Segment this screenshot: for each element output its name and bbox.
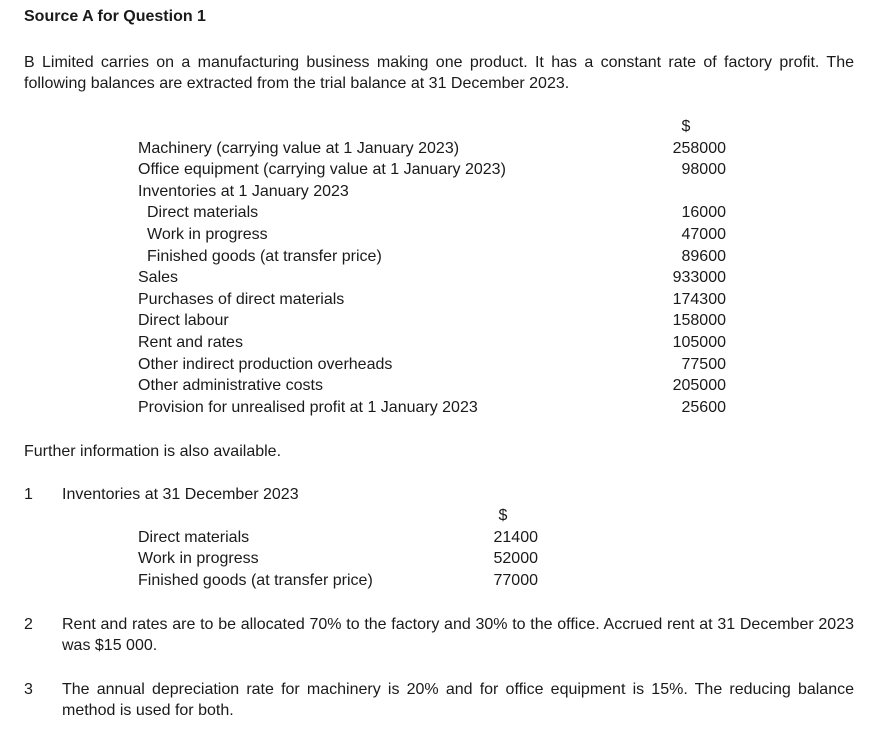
table-row: [138, 202, 728, 224]
row-label: Finished goods (at transfer price): [147, 247, 382, 265]
item-text: The annual depreciation rate for machinery is 20% and for office equipment is 15%. The reducing balance method is used for both.: [62, 681, 854, 719]
row-label: Office equipment (carrying value at 1 January 2023): [138, 161, 506, 179]
currency-header: $: [681, 118, 691, 135]
row-label: Direct materials: [138, 528, 250, 546]
row-label: Direct labour: [138, 312, 229, 330]
table-row: [138, 310, 728, 332]
row-amount: 205000: [672, 377, 726, 395]
row-amount: 933000: [672, 269, 726, 287]
intro-paragraph: B Limited carries on a manufacturing business making one product. It has a constant rate of factory profit. The following balances are extracted from the trial balance at 31 December 2023.: [24, 54, 854, 92]
row-amount: 174300: [672, 290, 726, 308]
table-row: [138, 397, 728, 419]
item-number: 1: [24, 486, 33, 503]
table-row: [138, 375, 728, 397]
row-label: Direct materials: [147, 204, 259, 222]
currency-header: $: [498, 507, 508, 524]
item-text: Rent and rates are to be allocated 70% to the factory and 30% to the office. Accrued rent at 31 December 2023 was $15 000.: [62, 616, 854, 654]
row-label: Rent and rates: [138, 333, 243, 351]
table-row: [138, 570, 538, 592]
row-amount: 258000: [672, 139, 726, 157]
table-row: [138, 527, 538, 549]
further-info-text: Further information is also available.: [24, 443, 282, 460]
row-amount: 25600: [681, 398, 726, 416]
inventories-table: [138, 505, 538, 591]
row-amount: 47000: [681, 225, 726, 243]
table-row: [138, 224, 728, 246]
row-label: Sales: [138, 269, 179, 287]
table-row: [138, 548, 538, 570]
row-label: Work in progress: [147, 225, 268, 243]
table-row: [138, 246, 728, 268]
row-amount: 158000: [672, 312, 726, 330]
row-amount: 105000: [672, 333, 726, 351]
item-text: Inventories at 31 December 2023: [62, 486, 299, 503]
inventories-header: [138, 505, 538, 527]
table-row: [138, 289, 728, 311]
row-label: Machinery (carrying value at 1 January 2023): [138, 139, 460, 157]
row-amount: 89600: [681, 247, 726, 265]
row-label: Purchases of direct materials: [138, 290, 345, 308]
trial-balance-table: [138, 116, 728, 418]
table-row: [138, 267, 728, 289]
table-row: [138, 181, 728, 203]
table-row: [138, 354, 728, 376]
info-item-3: [24, 679, 854, 721]
row-amount: 16000: [681, 204, 726, 222]
row-amount: 98000: [681, 161, 726, 179]
table-row: [138, 332, 728, 354]
table-row: [138, 138, 728, 160]
row-amount: 77000: [493, 571, 538, 589]
row-amount: 21400: [493, 528, 538, 546]
row-label: Finished goods (at transfer price): [138, 571, 373, 589]
table-row: [138, 159, 728, 181]
row-label: Inventories at 1 January 2023: [138, 182, 349, 200]
row-amount: 77500: [681, 355, 726, 373]
row-label: Provision for unrealised profit at 1 January 2023: [138, 398, 478, 416]
row-label: Other administrative costs: [138, 377, 323, 395]
info-item-1: [24, 484, 854, 505]
row-label: Other indirect production overheads: [138, 355, 393, 373]
item-number: 2: [24, 616, 33, 633]
trial-balance-header: [138, 116, 728, 138]
info-item-2: [24, 614, 854, 656]
row-label: Work in progress: [138, 550, 259, 568]
row-amount: 52000: [493, 550, 538, 568]
source-heading: Source A for Question 1: [24, 8, 206, 25]
row-amount: [646, 181, 728, 203]
item-number: 3: [24, 681, 33, 698]
